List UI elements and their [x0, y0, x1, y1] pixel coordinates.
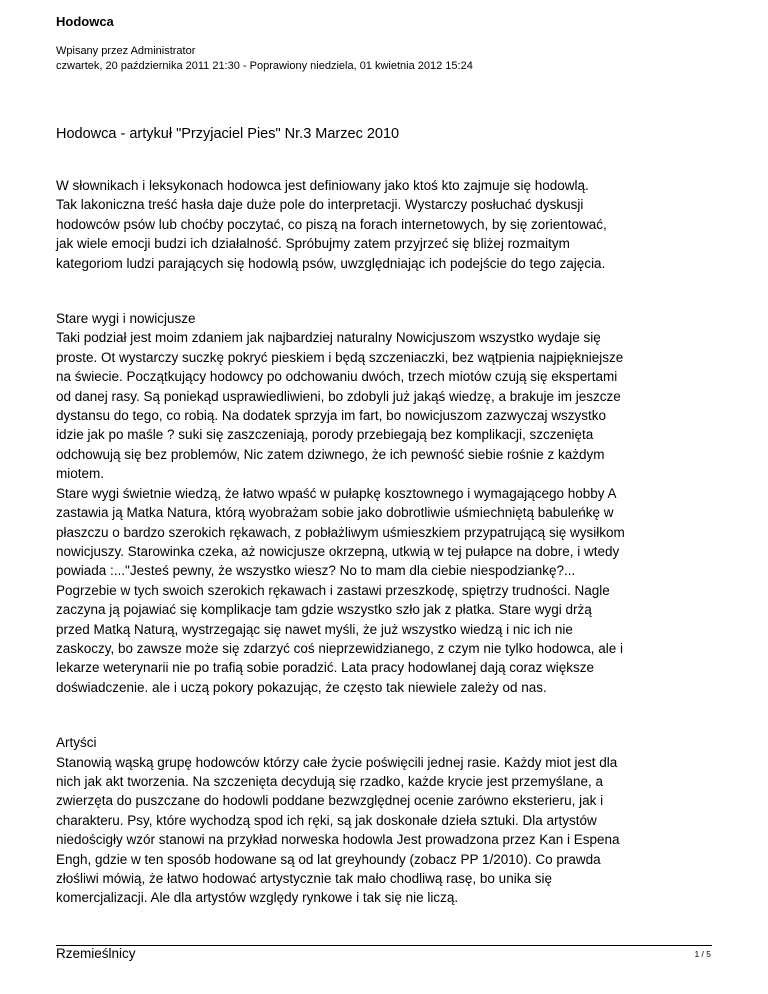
text-line: proste. Ot wystarczy suczkę pokryć pieskiem i będą szczeniaczki, bez wątpienia najpiękniejsze — [56, 349, 624, 365]
text-line: Pogrzebie w tych swoich szerokich rękawach i zastawi przeszkodę, spiętrzy trudności. Nagle — [56, 582, 610, 598]
section-stare-wygi — [56, 309, 720, 697]
text-line: Taki podział jest moim zdaniem jak najbardziej naturalny Nowicjuszom wszystko wydaje się — [56, 330, 601, 346]
footer-divider — [56, 945, 712, 946]
text-line: kategoriom ludzi parających się hodowlą psów, uwzględniając ich podejście do tego zajęcia. — [56, 255, 606, 271]
date-line: czwartek, 20 października 2011 21:30 - Poprawiony niedziela, 01 kwietnia 2012 15:24 — [56, 60, 473, 72]
text-line: zwierzęta do puszczane do hodowli poddane bezwzględnej ocenie zarówno eksterieru, jak i — [56, 793, 604, 809]
text-line: nowicjuszy. Starowinka czeka, aż nowicjusze okrzepną, utkwią w tej pułapce na dobre, i wtedy — [56, 543, 620, 559]
text-line: doświadczenie. ale i uczą pokory pokazując, że często tak niewiele zależy od nas. — [56, 679, 547, 695]
text-line: idzie jak po maśle ? suki się zaszczeniają, porody przebiegają bez komplikacji, szczenięta — [56, 427, 594, 443]
text-line: zastawia ją Matka Natura, którą wyobrażam sobie jako dobrotliwie uśmiechniętą babuleńkę w — [56, 505, 614, 521]
document-title: Hodowca — [56, 14, 114, 29]
section-artysci — [56, 733, 720, 908]
intro-paragraph — [56, 176, 720, 273]
text-line: od danej rasy. Są poniekąd usprawiedliwieni, bo zdobyli już jakąś wiedzę, a brakuje im jeszcze — [56, 388, 621, 404]
section-heading: Stare wygi i nowicjusze — [56, 311, 196, 327]
text-line: nich jak akt tworzenia. Na szczenięta decydują się rzadko, każde krycie jest przemyślane, a — [56, 773, 604, 789]
text-line: na świecie. Początkujący hodowcy po odchowaniu dwóch, trzech miotów czują się ekspertami — [56, 369, 618, 385]
text-line: hodowców psów lub choćby poczytać, co piszą na forach internetowych, by się zorientować, — [56, 216, 607, 232]
text-line: jak wiele emocji budzi ich działalność. Spróbujmy zatem przyjrzeć się bliżej rozmaitym — [56, 236, 570, 252]
text-line: miotem. — [56, 466, 105, 482]
text-line: komercjalizacji. Ale dla artystów względy rynkowe i tak się nie liczą. — [56, 890, 459, 906]
text-line: odchowują się bez problemów, Nic zatem dziwnego, że ich pewność siebie rośnie z każdym — [56, 446, 605, 462]
section-rzemieslnicy — [56, 944, 720, 963]
text-line: lekarze weterynarii nie po trafią sobie poradzić. Lata pracy hodowlanej dają coraz większe — [56, 660, 595, 676]
text-line: niedościgły wzór stanowi na przykład norweska hodowla Jest prowadzona przez Kan i Espena — [56, 832, 620, 848]
text-line: powiada :..."Jesteś pewny, że wszystko wiesz? No to mam dla ciebie niespodziankę?... — [56, 563, 576, 579]
text-line: charakteru. Psy, które wychodzą spod ich ręki, są jak doskonałe dzieła sztuki. Dla artystów — [56, 812, 597, 828]
text-line: przed Matką Naturą, wystrzegając się nawet myśli, że już wszystko wiedzą i nic ich nie — [56, 621, 573, 637]
text-line: W słownikach i leksykonach hodowca jest definiowany jako ktoś kto zajmuje się hodowlą. — [56, 178, 589, 193]
author-line: Wpisany przez Administrator — [56, 45, 196, 57]
text-line: Stare wygi świetnie wiedzą, że łatwo wpaść w pułapkę kosztownego i wymagającego hobby A — [56, 485, 617, 501]
document-meta — [56, 44, 473, 74]
text-line: Tak lakoniczna treść hasła daje duże pole do interpretacji. Wystarczy posłuchać dyskusji — [56, 197, 584, 213]
text-line: zaskoczy, bo zawsze może się zdarzyć coś nieprzewidzianego, z czym nie tylko hodowca, ale i — [56, 640, 623, 656]
text-line: dystansu do tego, co robią. Na dodatek sprzyja im fart, bo nowicjuszom zazwyczaj wszystko — [56, 408, 606, 424]
section-heading: Artyści — [56, 735, 97, 751]
text-line: płaszczu o bardzo szerokich rękawach, z pobłażliwym uśmieszkiem przypatrującą się wysiłkom — [56, 524, 625, 540]
page-number: 1 / 5 — [694, 949, 711, 959]
text-line: Stanowią wąską grupę hodowców którzy całe życie poświęcili jednej rasie. Każdy miot jest dla — [56, 754, 618, 770]
text-line: zaczyna ją pojawiać się komplikacje tam gdzie wszystko szło jak z płatka. Stare wygi drżą — [56, 602, 592, 618]
article-title: Hodowca - artykuł "Przyjaciel Pies" Nr.3 Marzec 2010 — [56, 126, 400, 142]
section-heading: Rzemieślnicy — [56, 945, 136, 961]
text-line: złośliwi mówią, że łatwo hodować artystycznie tak mało chodliwą rasę, bo unika się — [56, 871, 552, 886]
article-body — [56, 124, 720, 963]
text-line: Engh, gdzie w ten sposób hodowane są od lat greyhoundy (zobacz PP 1/2010). Co prawda — [56, 851, 601, 867]
